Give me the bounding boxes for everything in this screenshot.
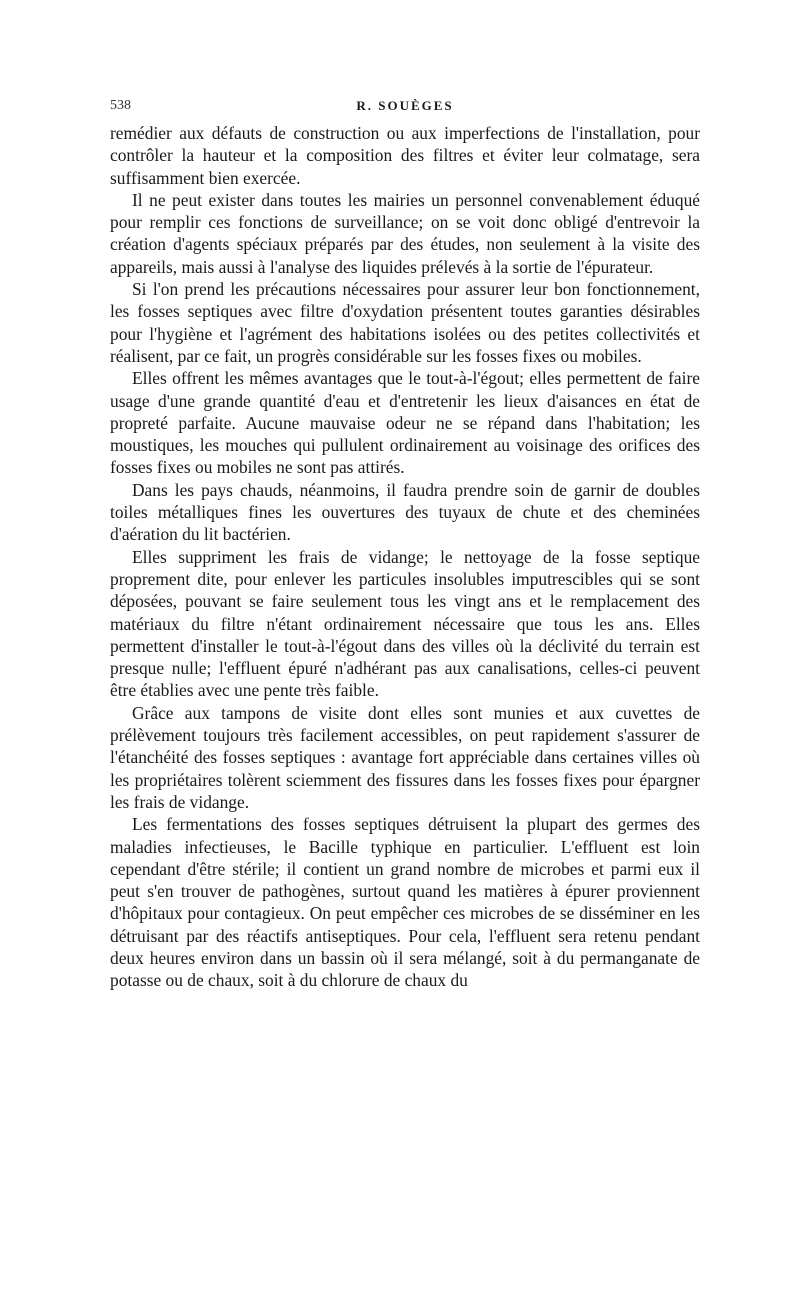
paragraph: Si l'on prend les précautions nécessaires pour assurer leur bon fonctionnement, les fosses septiques avec filtre d'oxydation présentent toutes garanties désirables pour l'hygiène et l'agrément des habitations isolées ou des petites collectivités et réalisent, par ce fait, un progrès considérable sur les fosses fixes ou mobiles. [110, 279, 700, 366]
paragraph: Elles offrent les mêmes avantages que le tout-à-l'égout; elles permettent de faire usage d'une grande quantité d'eau et d'entretenir les lieux d'aisances en état de propreté parfaite. Aucune mauvaise odeur ne se répand dans l'habitation; les moustiques, les mouches qui pullulent ordinairement au voisinage des orifices des fosses fixes ou mobiles ne sont pas attirés. [110, 368, 700, 478]
document-page [110, 92, 700, 992]
paragraph: remédier aux défauts de construction ou aux imperfections de l'installation, pour contrôler la hauteur et la composition des filtres et éviter leur colmatage, sera suffisamment bien exercée. [110, 123, 700, 188]
paragraph: Il ne peut exister dans toutes les mairies un personnel convenablement éduqué pour remplir ces fonctions de surveillance; on se voit donc obligé d'entrevoir la création d'agents spéciaux préparés par des études, non seulement à la visite des appareils, mais aussi à l'analyse des liquides prélevés à la sortie de l'épurateur. [110, 189, 700, 277]
page-number: 538 [110, 98, 131, 113]
paragraph: Grâce aux tampons de visite dont elles sont munies et aux cuvettes de prélèvement toujours très facilement accessibles, on peut rapidement s'assurer de l'étanchéité des fosses septiques : avantage fort appréciable dans certaines villes où les propriétaires tolèrent sciemment des fissures dans les fosses fixes pour épargner les frais de vidange. [110, 702, 700, 812]
running-title: R. SOUÈGES [356, 98, 454, 113]
running-head [110, 92, 700, 122]
paragraph: Elles suppriment les frais de vidange; le nettoyage de la fosse septique proprement dite, pour enlever les particules insolubles imputrescibles qui se sont déposées, pouvant se faire seulement tous les vingt ans et le remplacement des matériaux du filtre n'étant ordinairement nécessaire que tous les ans. Elles permettent d'installer le tout-à-l'égout dans des villes où la déclivité du terrain est presque nulle; l'effluent épuré n'adhérant pas aux canalisations, celles-ci peuvent être établies avec une pente très faible. [110, 546, 700, 701]
paragraph: Les fermentations des fosses septiques détruisent la plupart des germes des maladies infectieuses, le Bacille typhique en particulier. L'effluent est loin cependant d'être stérile; il contient un grand nombre de microbes et parmi eux il peut s'en trouver de pathogènes, surtout quand les matières à épurer proviennent d'hôpitaux pour contagieux. On peut empêcher ces microbes de se disséminer en les détruisant par des réactifs antiseptiques. Pour cela, l'effluent sera retenu pendant deux heures environ dans un bassin où il sera mélangé, soit à du permanganate de potasse ou de chaux, soit à du chlorure de chaux du [110, 814, 700, 991]
body-text [110, 122, 700, 992]
paragraph: Dans les pays chauds, néanmoins, il faudra prendre soin de garnir de doubles toiles métalliques fines les ouvertures des tuyaux de chute et des cheminées d'aération du lit bactérien. [110, 479, 700, 545]
